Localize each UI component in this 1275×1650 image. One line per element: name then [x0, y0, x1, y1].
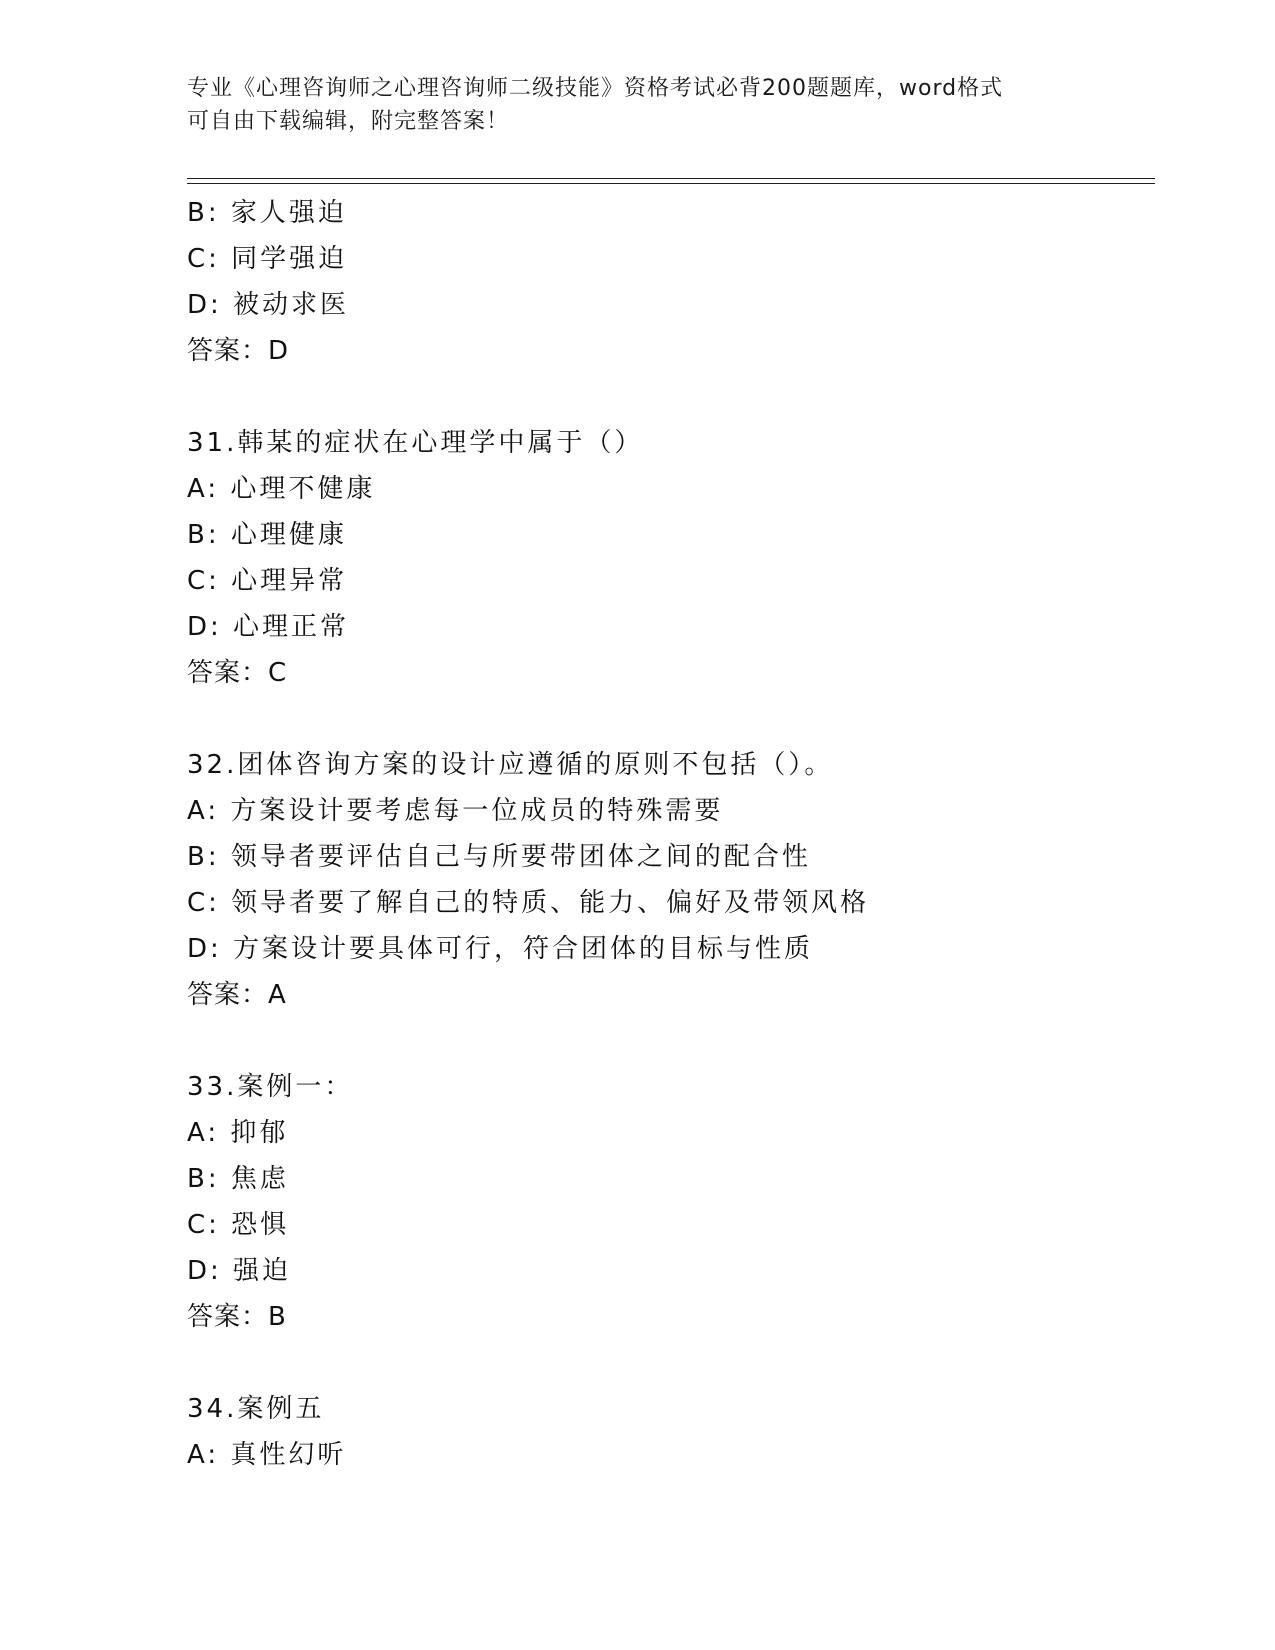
- answer-line: 答案：B: [187, 1302, 287, 1332]
- page-header: [187, 72, 1087, 138]
- spacer: [187, 374, 1155, 420]
- question-list: [187, 190, 1155, 1478]
- answer-line: 答案：C: [187, 658, 288, 688]
- option-d: D: 方案设计要具体可行，符合团体的目标与性质: [187, 934, 814, 964]
- option-b: B: 领导者要评估自己与所要带团体之间的配合性: [187, 842, 811, 872]
- spacer: [187, 1340, 1155, 1386]
- header-line-1: 专业《心理咨询师之心理咨询师二级技能》资格考试必背200题题库，word格式: [187, 76, 1004, 101]
- spacer: [187, 1018, 1155, 1064]
- option-d: D: 强迫: [187, 1256, 292, 1286]
- option-b: B: 心理健康: [187, 520, 347, 550]
- option-c: C: 同学强迫: [187, 244, 348, 274]
- header-rule-bottom: [187, 183, 1155, 184]
- option-c: C: 恐惧: [187, 1210, 290, 1240]
- question-block-carryover: [187, 190, 1155, 374]
- question-block-33: [187, 1064, 1155, 1340]
- option-c: C: 领导者要了解自己的特质、能力、偏好及带领风格: [187, 888, 870, 918]
- question-text: 32.团体咨询方案的设计应遵循的原则不包括（）。: [187, 750, 834, 780]
- option-c: C: 心理异常: [187, 566, 348, 596]
- question-block-34: [187, 1386, 1155, 1478]
- header-line-2: 可自由下载编辑，附完整答案！: [187, 109, 510, 134]
- question-text: 31.韩某的症状在心理学中属于（）: [187, 428, 644, 458]
- answer-line: 答案：D: [187, 336, 290, 366]
- option-a: A: 心理不健康: [187, 474, 376, 504]
- option-d: D: 被动求医: [187, 290, 350, 320]
- spacer: [187, 696, 1155, 742]
- question-block-32: [187, 742, 1155, 1018]
- question-block-31: [187, 420, 1155, 696]
- answer-line: 答案：A: [187, 980, 287, 1010]
- option-d: D: 心理正常: [187, 612, 350, 642]
- question-text: 34.案例五: [187, 1394, 325, 1424]
- header-rule-top: [187, 178, 1155, 179]
- option-b: B: 家人强迫: [187, 198, 347, 228]
- option-a: A: 抑郁: [187, 1118, 289, 1148]
- option-b: B: 焦虑: [187, 1164, 289, 1194]
- option-a: A: 真性幻听: [187, 1440, 347, 1470]
- question-text: 33.案例一：: [187, 1072, 354, 1102]
- option-a: A: 方案设计要考虑每一位成员的特殊需要: [187, 796, 724, 826]
